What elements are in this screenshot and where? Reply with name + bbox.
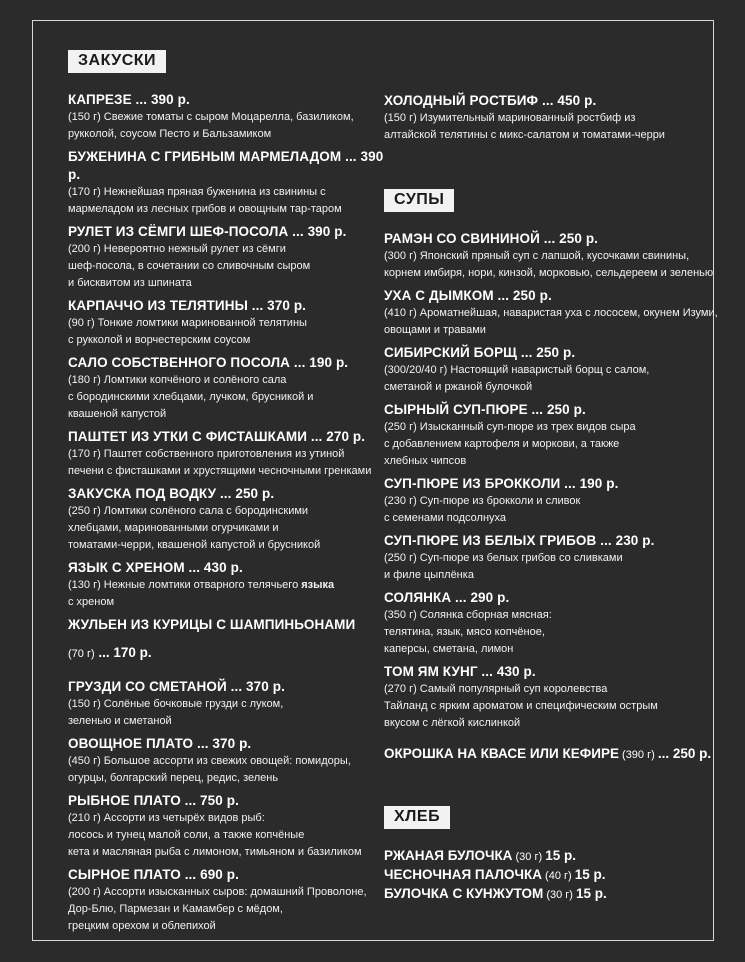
section-title-supy: СУПЫ	[384, 189, 454, 212]
item-desc	[68, 577, 398, 611]
menu-item	[384, 866, 719, 885]
menu-item	[384, 344, 719, 396]
item-name: БУЖЕНИНА С ГРИБНЫМ МАРМЕЛАДОМ ... 390 р.	[68, 149, 384, 182]
item-name: ТОМ ЯМ КУНГ ... 430 р.	[384, 664, 536, 679]
menu-item	[68, 428, 398, 480]
item-name: ГРУЗДИ СО СМЕТАНОЙ ... 370 р.	[68, 679, 285, 694]
section-title-zakuski: ЗАКУСКИ	[68, 50, 166, 73]
menu-item-okroshka	[384, 745, 719, 764]
item-desc: (250 г) Ломтики солёного сала с бородинскими хлебцами, маринованными огурчиками и томатами-черри, квашеной капустой и брусникой	[68, 505, 321, 551]
item-name: РАМЭН СО СВИНИНОЙ ... 250 р.	[384, 231, 599, 246]
item-name: СОЛЯНКА ... 290 р.	[384, 590, 510, 605]
item-name: СУП-ПЮРЕ ИЗ БРОККОЛИ ... 190 р.	[384, 476, 619, 491]
menu-item	[68, 559, 398, 611]
item-name: УХА С ДЫМКОМ ... 250 р.	[384, 288, 552, 303]
item-desc: (250 г) Суп-пюре из белых грибов со сливками и филе цыплёнка	[384, 552, 623, 581]
menu-item	[68, 866, 398, 935]
item-weight: (390 г)	[618, 749, 658, 761]
menu-item	[384, 847, 719, 866]
menu-item	[68, 735, 398, 787]
item-desc: (350 г) Солянка сборная мясная: телятина, язык, мясо копчёное, каперсы, сметана, лимон	[384, 609, 552, 655]
item-name: КАРПАЧЧО ИЗ ТЕЛЯТИНЫ ... 370 р.	[68, 298, 307, 313]
menu-item	[384, 475, 719, 527]
item-name: САЛО СОБСТВЕННОГО ПОСОЛА ... 190 р.	[68, 355, 349, 370]
menu-item	[384, 589, 719, 658]
item-name: ЯЗЫК С ХРЕНОМ ... 430 р.	[68, 560, 243, 575]
item-name: ОВОЩНОЕ ПЛАТО ... 370 р.	[68, 736, 252, 751]
item-name: ЗАКУСКА ПОД ВОДКУ ... 250 р.	[68, 486, 275, 501]
item-name: СЫРНЫЙ СУП-ПЮРЕ ... 250 р.	[384, 402, 586, 417]
item-name: СУП-ПЮРЕ ИЗ БЕЛЫХ ГРИБОВ ... 230 р.	[384, 533, 655, 548]
item-desc: (150 г) Изумительный маринованный ростбиф из алтайской телятины с микс-салатом и томатами-черри	[384, 112, 665, 141]
item-name: ЖУЛЬЕН ИЗ КУРИЦЫ С ШАМПИНЬОНАМИ	[68, 617, 356, 632]
menu-item	[384, 92, 719, 144]
menu-item	[68, 354, 398, 423]
item-name: РЫБНОЕ ПЛАТО ... 750 р.	[68, 793, 239, 808]
desc-bold-word: языка	[301, 579, 335, 591]
menu-item	[68, 616, 398, 663]
item-weight: (30 г)	[512, 851, 546, 863]
item-desc: (200 г) Ассорти изысканных сыров: домашний Проволоне, Дор-Блю, Пармезан и Камамбер с мёдом, грецким орехом и облепихой	[68, 886, 367, 932]
item-desc: (450 г) Большое ассорти из свежих овощей: помидоры, огурцы, болгарский перец, редис, зелень	[68, 755, 351, 784]
item-desc: (230 г) Суп-пюре из брокколи и сливок с семенами подсолнуха	[384, 495, 581, 524]
menu-item	[68, 223, 398, 292]
item-desc: (180 г) Ломтики копчёного и солёного сала с бородинскими хлебцами, лучком, брусникой и квашеной капустой	[68, 374, 314, 420]
item-desc: (150 г) Солёные бочковые грузди с луком, зеленью и сметаной	[68, 698, 284, 727]
menu-item	[68, 485, 398, 554]
item-desc: (300 г) Японский пряный суп с лапшой, кусочками свинины, корнем имбиря, нори, кинзой, морковью, сельдереем и зеленью	[384, 250, 714, 279]
menu-item	[384, 663, 719, 732]
menu-item	[68, 148, 398, 218]
item-price: 15 р.	[576, 886, 607, 901]
item-name: СЫРНОЕ ПЛАТО ... 690 р.	[68, 867, 239, 882]
item-desc: (170 г) Нежнейшая пряная буженина из свинины с мармеладом из лесных грибов и овощным тар-таром	[68, 186, 342, 215]
item-name: РЖАНАЯ БУЛОЧКА	[384, 848, 513, 863]
item-name: ОКРОШКА НА КВАСЕ ИЛИ КЕФИРЕ	[384, 746, 619, 761]
item-name: СИБИРСКИЙ БОРЩ ... 250 р.	[384, 345, 576, 360]
item-name: ПАШТЕТ ИЗ УТКИ С ФИСТАШКАМИ ... 270 р.	[68, 429, 366, 444]
item-price: ... 250 р.	[657, 746, 712, 761]
item-desc: (250 г) Изысканный суп-пюре из трех видов сыра с добавлением картофеля и моркови, а также хлебных чипсов	[384, 421, 636, 467]
item-weight: (30 г)	[543, 889, 577, 901]
menu-item	[384, 401, 719, 470]
item-desc: (90 г) Тонкие ломтики маринованной телятины с рукколой и ворчестерским соусом	[68, 317, 307, 346]
item-name: КАПРЕЗЕ ... 390 р.	[68, 92, 190, 107]
item-desc: (410 г) Ароматнейшая, наваристая уха с лососем, окунем Изуми, овощами и травами	[384, 307, 718, 336]
item-desc: (210 г) Ассорти из четырёх видов рыб: лосось и тунец малой соли, а также копчёные кета и масляная рыба с лимоном, тимьяном и базиликом	[68, 812, 362, 858]
menu-item	[384, 287, 719, 339]
item-weight: (40 г)	[542, 870, 575, 882]
item-price: 15 р.	[574, 867, 606, 882]
item-desc: (300/20/40 г) Настоящий наваристый борщ с салом, сметаной и ржаной булочкой	[384, 364, 650, 393]
menu-item	[384, 230, 719, 282]
menu-item	[68, 91, 398, 143]
menu-item	[68, 678, 398, 730]
menu-item	[68, 792, 398, 861]
item-name: ХОЛОДНЫЙ РОСТБИФ ... 450 р.	[384, 93, 597, 108]
menu-item	[68, 297, 398, 349]
desc-part: с хреном	[68, 596, 115, 608]
column-left	[68, 50, 398, 940]
item-price: ... 170 р.	[94, 645, 152, 660]
item-desc: (200 г) Невероятно нежный рулет из сёмги шеф-посола, в сочетании со сливочным сыром и бисквитом из шпината	[68, 243, 311, 289]
item-price-row	[68, 644, 398, 663]
item-desc: (270 г) Самый популярный суп королевства Тайланд с ярким ароматом и специфическим острым вкусом с лёгкой кислинкой	[384, 683, 658, 729]
item-name: ЧЕСНОЧНАЯ ПАЛОЧКА	[384, 867, 542, 882]
menu-item	[384, 532, 719, 584]
menu-item	[384, 885, 719, 904]
desc-part: (130 г) Нежные ломтики отварного телячьего	[68, 579, 302, 591]
item-desc: (170 г) Паштет собственного приготовления из утиной печени с фисташками и хрустящими чесночными гренками	[68, 448, 372, 477]
item-name: БУЛОЧКА С КУНЖУТОМ	[384, 886, 544, 901]
item-name: РУЛЕТ ИЗ СЁМГИ ШЕФ-ПОСОЛА ... 390 р.	[68, 224, 347, 239]
section-title-hleb: ХЛЕБ	[384, 806, 450, 829]
item-weight: (70 г)	[68, 648, 95, 660]
column-right	[384, 92, 719, 904]
item-desc: (150 г) Свежие томаты с сыром Моцарелла, базиликом, рукколой, соусом Песто и Бальзамиком	[68, 111, 354, 140]
item-price: 15 р.	[545, 848, 576, 863]
